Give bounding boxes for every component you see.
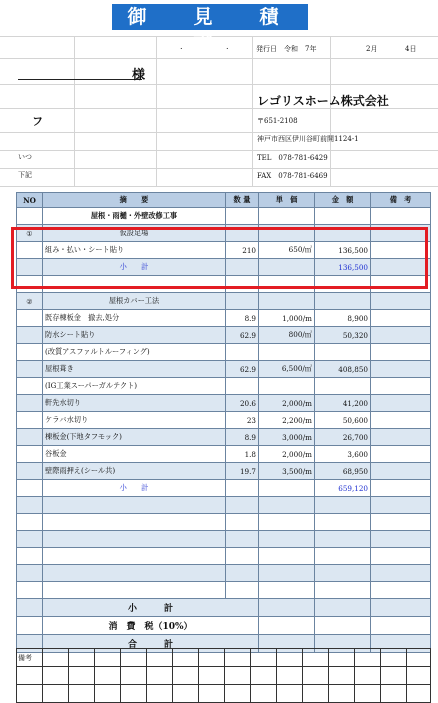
table-row [17, 463, 431, 480]
row-quantity: 8.9 [226, 429, 259, 446]
gridline [330, 36, 331, 186]
row-quantity [226, 208, 259, 225]
table-row [17, 310, 431, 327]
row-number [17, 565, 43, 582]
gridline [0, 132, 438, 133]
summary-spacer [17, 599, 43, 617]
left-fragment: フ [32, 115, 43, 128]
row-unit-price [259, 378, 315, 395]
row-unit-price: 6,500/㎡ [259, 361, 315, 378]
row-number [17, 463, 43, 480]
row-remarks [371, 497, 431, 514]
row-amount: 68,950 [315, 463, 371, 480]
recipient-suffix: 様 [132, 68, 146, 83]
row-unit-price [259, 565, 315, 582]
row-remarks [371, 463, 431, 480]
row-remarks [371, 480, 431, 497]
row-remarks [371, 327, 431, 344]
row-unit-price [259, 344, 315, 361]
table-row [17, 361, 431, 378]
row-amount [315, 378, 371, 395]
row-unit-price: 2,000/m [259, 395, 315, 412]
row-amount [315, 582, 371, 599]
row-unit-price: 2,000/m [259, 446, 315, 463]
row-description [43, 514, 226, 531]
row-number [17, 582, 43, 599]
summary-remarks [371, 599, 431, 617]
table-header-row [17, 193, 431, 208]
row-remarks [371, 310, 431, 327]
row-unit-price [259, 531, 315, 548]
row-quantity: 8.9 [226, 310, 259, 327]
row-quantity [226, 497, 259, 514]
row-amount [315, 293, 371, 310]
row-unit-price [259, 293, 315, 310]
row-number [17, 531, 43, 548]
row-remarks [371, 208, 431, 225]
row-description: (改質アスファルトルーフィング) [43, 344, 226, 361]
left-fragment: 下記 [18, 171, 32, 179]
row-description [43, 582, 226, 599]
summary-spacer [259, 599, 315, 617]
table-row [17, 344, 431, 361]
summary-label: 小 計 [43, 599, 259, 617]
row-amount: 136,500 [315, 259, 371, 276]
row-quantity: 62.9 [226, 361, 259, 378]
row-unit-price: 1,000/m [259, 310, 315, 327]
gridline [252, 36, 253, 186]
row-amount: 136,500 [315, 242, 371, 259]
row-unit-price: 2,200/m [259, 412, 315, 429]
issue-day: 4日 [405, 45, 417, 53]
highlight-box [11, 227, 428, 289]
row-number [17, 497, 43, 514]
row-remarks [371, 344, 431, 361]
row-quantity: 210 [226, 242, 259, 259]
gridline [0, 58, 438, 59]
row-amount: 41,200 [315, 395, 371, 412]
recipient-underline [18, 79, 142, 80]
row-unit-price [259, 548, 315, 565]
row-number [17, 361, 43, 378]
summary-amount [315, 617, 371, 635]
row-quantity [226, 548, 259, 565]
row-amount [315, 514, 371, 531]
row-quantity [226, 378, 259, 395]
row-description [43, 548, 226, 565]
row-amount [315, 565, 371, 582]
row-description: 屋根・雨樋・外壁改修工事 [43, 208, 226, 225]
gridline [74, 36, 75, 186]
row-quantity: 23 [226, 412, 259, 429]
row-unit-price: 650/㎡ [259, 242, 315, 259]
row-amount: 659,120 [315, 480, 371, 497]
row-quantity: 19.7 [226, 463, 259, 480]
row-unit-price [259, 497, 315, 514]
column-header: 摘 要 [43, 193, 226, 208]
summary-amount [315, 599, 371, 617]
document-title: 御 見 積 書 [112, 4, 308, 30]
table-row [17, 412, 431, 429]
row-remarks [371, 514, 431, 531]
table-row [17, 497, 431, 514]
row-unit-price [259, 514, 315, 531]
table-row [17, 395, 431, 412]
row-amount: 26,700 [315, 429, 371, 446]
row-quantity [226, 531, 259, 548]
row-remarks [371, 378, 431, 395]
row-unit-price [259, 480, 315, 497]
row-number [17, 514, 43, 531]
row-unit-price: 3,500/m [259, 463, 315, 480]
notes-table [16, 648, 431, 703]
summary-remarks [371, 617, 431, 635]
row-amount: 408,850 [315, 361, 371, 378]
row-number [17, 446, 43, 463]
row-quantity [226, 514, 259, 531]
row-description [43, 565, 226, 582]
row-number: ① [17, 225, 43, 242]
summary-spacer [17, 617, 43, 635]
summary-label: 消 費 税（10%） [43, 617, 259, 635]
date-dot: . [226, 42, 229, 51]
row-description: 屋根葺き [43, 361, 226, 378]
table-row [17, 378, 431, 395]
notes-label: 備考 [17, 649, 43, 667]
row-description: 小 計 [43, 480, 226, 497]
row-number [17, 327, 43, 344]
row-quantity [226, 344, 259, 361]
gridline [156, 36, 157, 186]
table-row [17, 293, 431, 310]
table-row [17, 531, 431, 548]
row-unit-price [259, 208, 315, 225]
row-remarks [371, 531, 431, 548]
row-description: 組み・払い・シート貼り [43, 242, 226, 259]
issue-date-label: 発行日 令和 7年 [256, 45, 317, 53]
row-number: ② [17, 293, 43, 310]
summary-label: 合 計 [43, 635, 259, 653]
company-name: レゴリスホーム株式会社 [257, 94, 389, 108]
row-amount: 8,900 [315, 310, 371, 327]
column-header: 単 価 [259, 193, 315, 208]
row-number [17, 480, 43, 497]
row-description: (IG工業スーパーガルテクト) [43, 378, 226, 395]
row-unit-price: 800/㎡ [259, 327, 315, 344]
row-description: 防水シート貼り [43, 327, 226, 344]
row-amount [315, 497, 371, 514]
company-fax: FAX 078-781-6469 [257, 172, 328, 180]
row-description: 壁際雨押え(シール共) [43, 463, 226, 480]
row-number [17, 378, 43, 395]
table-row [17, 446, 431, 463]
column-header: NO [17, 193, 43, 208]
row-remarks [371, 412, 431, 429]
row-amount: 50,600 [315, 412, 371, 429]
row-description: 既存棟板金 撤去,処分 [43, 310, 226, 327]
row-remarks [371, 582, 431, 599]
company-address: 神戸市西区伊川谷町前開1124-1 [257, 135, 359, 143]
row-description: 谷板金 [43, 446, 226, 463]
left-fragment: いつ [18, 153, 32, 161]
company-postal: 〒651-2108 [257, 117, 298, 125]
row-quantity [226, 293, 259, 310]
row-unit-price: 3,000/m [259, 429, 315, 446]
row-quantity: 62.9 [226, 327, 259, 344]
row-amount [315, 344, 371, 361]
row-number [17, 310, 43, 327]
row-number [17, 429, 43, 446]
company-tel: TEL 078-781-6429 [257, 154, 328, 162]
row-remarks [371, 395, 431, 412]
column-header: 数 量 [226, 193, 259, 208]
date-dot: . [180, 42, 183, 51]
row-quantity [226, 565, 259, 582]
table-row [17, 565, 431, 582]
row-description: ケラバ水切り [43, 412, 226, 429]
row-number [17, 208, 43, 225]
column-header: 備 考 [371, 193, 431, 208]
row-amount [315, 531, 371, 548]
row-amount: 3,600 [315, 446, 371, 463]
row-number [17, 412, 43, 429]
row-number [17, 344, 43, 361]
summary-row [17, 599, 431, 617]
row-quantity: 1.8 [226, 446, 259, 463]
row-remarks [371, 548, 431, 565]
row-amount [315, 548, 371, 565]
table-row [17, 327, 431, 344]
table-row [17, 548, 431, 565]
gridline [0, 168, 438, 169]
row-quantity: 20.6 [226, 395, 259, 412]
row-description: 小 計 [43, 259, 226, 276]
row-description: 軒先水切り [43, 395, 226, 412]
issue-month: 2月 [366, 45, 378, 53]
row-remarks [371, 446, 431, 463]
row-remarks [371, 565, 431, 582]
row-description: 屋根カバー工法 [43, 293, 226, 310]
summary-row [17, 617, 431, 635]
gridline [0, 150, 438, 151]
row-amount [315, 208, 371, 225]
row-amount: 50,320 [315, 327, 371, 344]
row-quantity [226, 480, 259, 497]
row-description: 棟板金(下地タフモック) [43, 429, 226, 446]
table-row [17, 480, 431, 497]
summary-spacer [259, 617, 315, 635]
row-number [17, 548, 43, 565]
row-quantity [226, 582, 259, 599]
gridline [0, 186, 438, 187]
row-unit-price [259, 582, 315, 599]
row-remarks [371, 361, 431, 378]
table-row [17, 429, 431, 446]
row-description: 仮設足場 [43, 225, 226, 242]
table-row [17, 208, 431, 225]
table-row [17, 582, 431, 599]
row-description [43, 531, 226, 548]
row-remarks [371, 293, 431, 310]
row-number [17, 395, 43, 412]
column-header: 金 額 [315, 193, 371, 208]
table-row [17, 514, 431, 531]
row-remarks [371, 429, 431, 446]
row-description [43, 497, 226, 514]
gridline [0, 84, 438, 85]
